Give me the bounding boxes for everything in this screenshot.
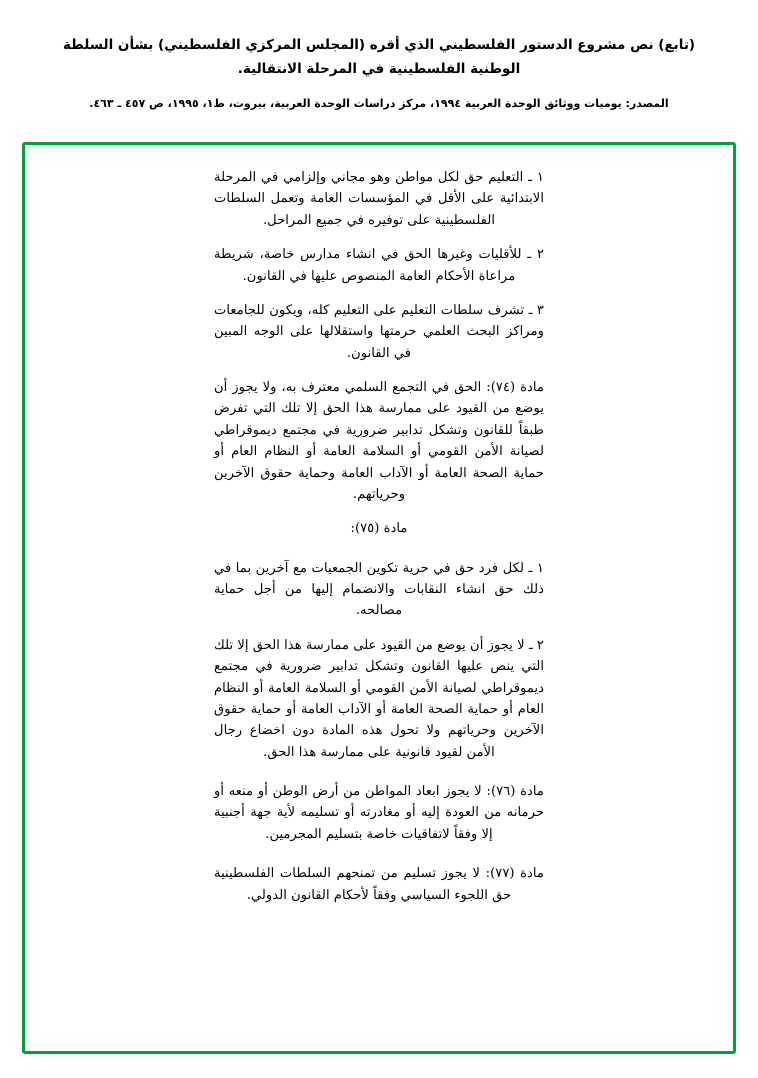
paragraph-article-76: مادة (٧٦): لا يجوز ابعاد المواطن من أرض الوطن أو منعه أو حرمانه من العودة إليه أو مغادرته أو تسليمه لأية جهة أجنبية إلا وفقاً لاتفاقيات خاصة بتسليم المجرمين. [214, 784, 544, 842]
document-body [25, 145, 733, 1051]
paragraph-article-74: مادة (٧٤): الحق في التجمع السلمي معترف به، ولا يجوز أن يوضع من القيود على ممارسة هذا الحق إلا تلك التي تفرض طبقاً للقانون وتشكل تدابير ضرورية في مجتمع ديموقراطي لصيانة الأمن القومي أو السلامة العامة أو النظام العام أو حماية الصحة العامة أو الآداب العامة وحماية حقوق الآخرين وحرياتهم. [214, 380, 545, 502]
page-title: (تابع) نص مشروع الدستور الفلسطيني الذي أقره (المجلس المركزي الفلسطيني) بشأن السلطة الوطنية الفلسطينية في المرحلة الانتقالية. [62, 37, 696, 77]
paragraph-article-75-heading: مادة (٧٥): [350, 521, 408, 537]
paragraph-article-77: مادة (٧٧): لا يجوز تسليم من تمنحهم السلطات الفلسطينية حق اللجوء السياسي وفقاً لأحكام القانون الدولي. [214, 866, 544, 903]
text-column [214, 167, 544, 906]
paragraph-article-75-clause-2: ٢ ـ لا يجوز أن يوضع من القيود على ممارسة هذا الحق إلا تلك التي ينص عليها القانون وتشكل تدابير ضرورية في مجتمع ديموقراطي لصيانة الأمن القومي أو السلامة العامة أو النظام العام أو حماية الصحة العامة أو الآداب العامة أو حماية حقوق الآخرين وحرياتهم ولا تحول هذه المادة دون اخضاع رجال الأمن لقيود قانونية على ممارسة هذا الحق. [214, 637, 544, 760]
document-header [0, 0, 758, 113]
paragraph-clause-2: ٢ ـ للأقليات وغيرها الحق في انشاء مدارس خاصة، شريطة مراعاة الأحكام العامة المنصوص عليها في القانون. [214, 247, 544, 284]
document-source-line: المصدر: يوميات ووثائق الوحدة العربية ١٩٩٤، مركز دراسات الوحدة العربية، بيروت، ط١، ١٩٩٥، ص ٤٥٧ ـ ٤٦٣. [89, 97, 669, 111]
green-content-frame [22, 142, 736, 1054]
paragraph-article-75-clause-1: ١ ـ لكل فرد حق في حرية تكوين الجمعيات مع آخرين بما في ذلك حق انشاء النقابات والانضمام إليها من أجل حماية مصالحه. [214, 560, 544, 619]
paragraph-clause-1: ١ ـ التعليم حق لكل مواطن وهو مجاني وإلزامي في المرحلة الابتدائية على الأقل في المؤسسات العامة وتعمل السلطات الفلسطينية على توفيره في جميع المراحل. [214, 170, 544, 228]
paragraph-clause-3: ٣ ـ تشرف سلطات التعليم على التعليم كله، ويكون للجامعات ومراكز البحث العلمي حرمتها واستقلالها على الوجه المبين في القانون. [214, 302, 544, 361]
